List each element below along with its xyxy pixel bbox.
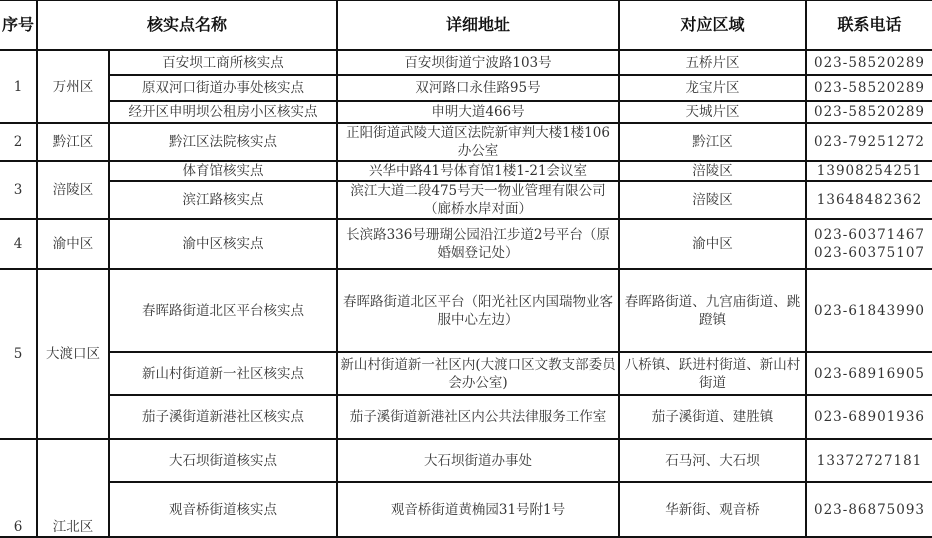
- header-area: 对应区域: [619, 0, 806, 50]
- area: 华新街、观音桥: [619, 482, 806, 537]
- table-row: [0, 482, 932, 537]
- area: 涪陵区: [619, 161, 806, 181]
- area: 天城片区: [619, 101, 806, 123]
- phone: 13372727181: [806, 439, 932, 482]
- point-name: 滨江路核实点: [109, 181, 337, 219]
- address: 大石坝街道办事处: [337, 439, 619, 482]
- row-number: 1: [0, 50, 37, 123]
- phone: 023-68901936: [806, 395, 932, 439]
- area: 石马河、大石坝: [619, 439, 806, 482]
- address: 百安坝街道宁波路103号: [337, 50, 619, 75]
- district: 江北区: [37, 439, 109, 537]
- table-row: [0, 395, 932, 439]
- point-name: 百安坝工商所核实点: [109, 50, 337, 75]
- table-row: [0, 181, 932, 219]
- area: 黔江区: [619, 123, 806, 161]
- phone: 13908254251: [806, 161, 932, 181]
- point-name: 茄子溪街道新港社区核实点: [109, 395, 337, 439]
- address: 春晖路街道北区平台（阳光社区内国瑞物业客服中心左边）: [337, 269, 619, 352]
- phone: 023-58520289: [806, 75, 932, 101]
- table-body: [0, 50, 932, 537]
- row-number: 6: [0, 439, 37, 537]
- phone: 023-79251272: [806, 123, 932, 161]
- area: 茄子溪街道、建胜镇: [619, 395, 806, 439]
- table-row: [0, 75, 932, 101]
- district: 万州区: [37, 50, 109, 123]
- table-row: [0, 219, 932, 269]
- address: 茄子溪街道新港社区内公共法律服务工作室: [337, 395, 619, 439]
- table-row: [0, 352, 932, 395]
- phone: 023-58520289: [806, 50, 932, 75]
- header-row: [0, 0, 932, 50]
- point-name: 原双河口街道办事处核实点: [109, 75, 337, 101]
- district: 渝中区: [37, 219, 109, 269]
- district: 涪陵区: [37, 161, 109, 219]
- table-row: [0, 50, 932, 75]
- district: 大渡口区: [37, 269, 109, 439]
- phone: 023-60371467 023-60375107: [806, 219, 932, 269]
- area: 八桥镇、跃进村街道、新山村街道: [619, 352, 806, 395]
- header-name: 核实点名称: [37, 0, 337, 50]
- address: 双河路口永佳路95号: [337, 75, 619, 101]
- point-name: 大石坝街道核实点: [109, 439, 337, 482]
- header-phone: 联系电话: [806, 0, 932, 50]
- phone: 023-61843990: [806, 269, 932, 352]
- phone: 13648482362: [806, 181, 932, 219]
- row-number: 2: [0, 123, 37, 161]
- point-name: 观音桥街道核实点: [109, 482, 337, 537]
- area: 渝中区: [619, 219, 806, 269]
- table-row: [0, 123, 932, 161]
- header-no: 序号: [0, 0, 37, 50]
- area: 春晖路街道、九宫庙街道、跳蹬镇: [619, 269, 806, 352]
- address: 兴华中路41号体育馆1楼1-21会议室: [337, 161, 619, 181]
- point-name: 体育馆核实点: [109, 161, 337, 181]
- district: 黔江区: [37, 123, 109, 161]
- row-number: 5: [0, 269, 37, 439]
- phone: 023-68916905: [806, 352, 932, 395]
- table-row: [0, 269, 932, 352]
- point-name: 春晖路街道北区平台核实点: [109, 269, 337, 352]
- row-number: 4: [0, 219, 37, 269]
- phone: 023-58520289: [806, 101, 932, 123]
- table-row: [0, 439, 932, 482]
- row-number: 3: [0, 161, 37, 219]
- point-name: 渝中区核实点: [109, 219, 337, 269]
- address: 观音桥街道黄桷园31号附1号: [337, 482, 619, 537]
- phone: 023-86875093: [806, 482, 932, 537]
- area: 龙宝片区: [619, 75, 806, 101]
- area: 五桥片区: [619, 50, 806, 75]
- address: 申明大道466号: [337, 101, 619, 123]
- address: 正阳街道武陵大道区法院新审判大楼1楼106办公室: [337, 123, 619, 161]
- header-address: 详细地址: [337, 0, 619, 50]
- address: 新山村街道新一社区内(大渡口区文教支部委员会办公室): [337, 352, 619, 395]
- point-name: 黔江区法院核实点: [109, 123, 337, 161]
- table-row: [0, 101, 932, 123]
- area: 涪陵区: [619, 181, 806, 219]
- point-name: 经开区申明坝公租房小区核实点: [109, 101, 337, 123]
- address: 长滨路336号珊瑚公园沿江步道2号平台（原婚姻登记处）: [337, 219, 619, 269]
- address: 滨江大道二段475号天一物业管理有限公司（廊桥水岸对面）: [337, 181, 619, 219]
- point-name: 新山村街道新一社区核实点: [109, 352, 337, 395]
- table-row: [0, 161, 932, 181]
